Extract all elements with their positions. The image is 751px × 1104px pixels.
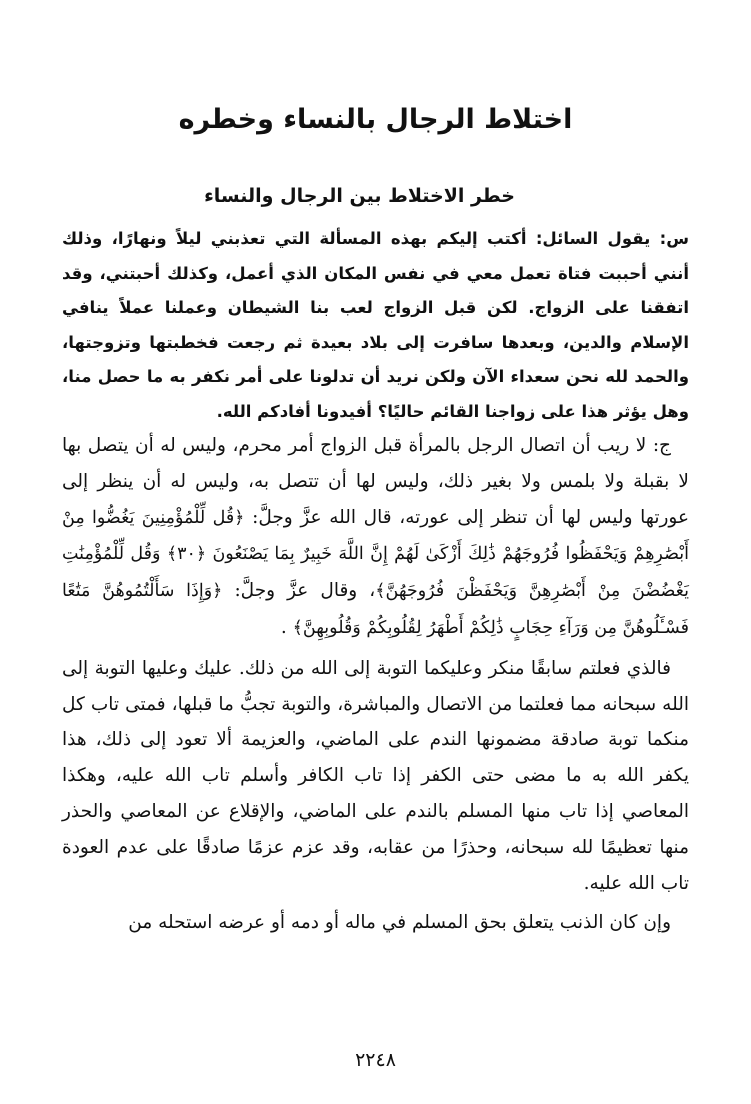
answer-connector: ، وقال عزَّ وجلَّ: [234,580,376,602]
answer-intro: ج: لا ريب أن اتصال الرجل بالمرأة قبل الزواج أمر محرم، وليس له أن يتصل بها لا بقبلة ولا بلمس ولا بغير ذلك، وليس لها أن تتصل به، وليس له أن ينظر إلى عورتها وليس لها أن تنظر إلى عورته، قال الله عزَّ وجلَّ: [62,435,689,528]
question-paragraph: س: يقول السائل: أكتب إليكم بهذه المسألة التي تعذبني ليلاً ونهارًا، وذلك أنني أحببت فتاة تعمل معي في نفس المكان الذي أعمل، وكذلك أحبتني، وقد اتفقنا على الزواج. لكن قبل الزواج لعب بنا الشيطان وعملنا عملاً ينافي الإسلام والدين، وبعدها سافرت إلى بلاد بعيدة ثم رجعت فخطبتها وتزوجتها، والحمد لله نحن سعداء الآن ولكن نريد أن تدلونا على أمر نكفر به ما حصل منا، وهل يؤثر هذا على زواجنا القائم حاليًا؟ أفيدونا أفادكم الله. [62,229,689,421]
answer-paragraph-2: فالذي فعلتم سابقًا منكر وعليكما التوبة إلى الله من ذلك. عليك وعليها التوبة إلى الله سبحانه مما فعلتما من الاتصال والمباشرة، والتوبة تجبُّ ما قبلها، فمتى تاب كل منكما توبة صادقة مضمونها الندم على الماضي، والعزيمة ألا تعود إلى ذلك، هذا يكفر الله به ما مضى حتى الكفر إذا تاب الكافر وأسلم تاب الله عليه، وهكذا المعاصي إذا تاب منها المسلم بالندم على الماضي، والإقلاع عن المعاصي والحذر منها تعظيمًا لله سبحانه، وحذرًا من عقابه، وقد عزم عزمًا صادقًا على عدم العودة تاب الله عليه. [62,657,689,894]
answer-paragraph-1 [62,428,689,647]
answer-body [62,428,689,941]
answer-period: . [280,616,287,638]
quran-verse-1: ﴿قُل لِّلْمُؤْمِنِينَ يَغُضُّوا مِنْ أَبْصَٰرِهِمْ وَيَحْفَظُوا فُرُوجَهُمْ ذَٰلِكَ أَزْكَىٰ لَهُمْ إِنَّ اللَّهَ خَبِيرٌ بِمَا يَصْنَعُونَ ﴿٣٠﴾ وَقُل لِّلْمُؤْمِنَٰتِ يَغْضُضْنَ مِنْ أَبْصَٰرِهِنَّ وَيَحْفَظْنَ فُرُوجَهُنَّ﴾ [62,507,689,602]
section-title: خطر الاختلاط بين الرجال والنساء [204,185,515,207]
quran-verse-2: ﴿وَإِذَا سَأَلْتُمُوهُنَّ مَتَٰعًا فَسْـَٔلُوهُنَّ مِن وَرَآءِ حِجَابٍ ذَٰلِكُمْ أَطْهَرُ لِقُلُوبِكُمْ وَقُلُوبِهِنَّ﴾ [62,581,689,638]
answer-paragraph-3: وإن كان الذنب يتعلق بحق المسلم في ماله أو دمه أو عرضه استحله من [128,912,671,934]
chapter-title: اختلاط الرجال بالنساء وخطره [178,104,573,135]
page-number: ٢٢٤٨ [355,1049,396,1071]
